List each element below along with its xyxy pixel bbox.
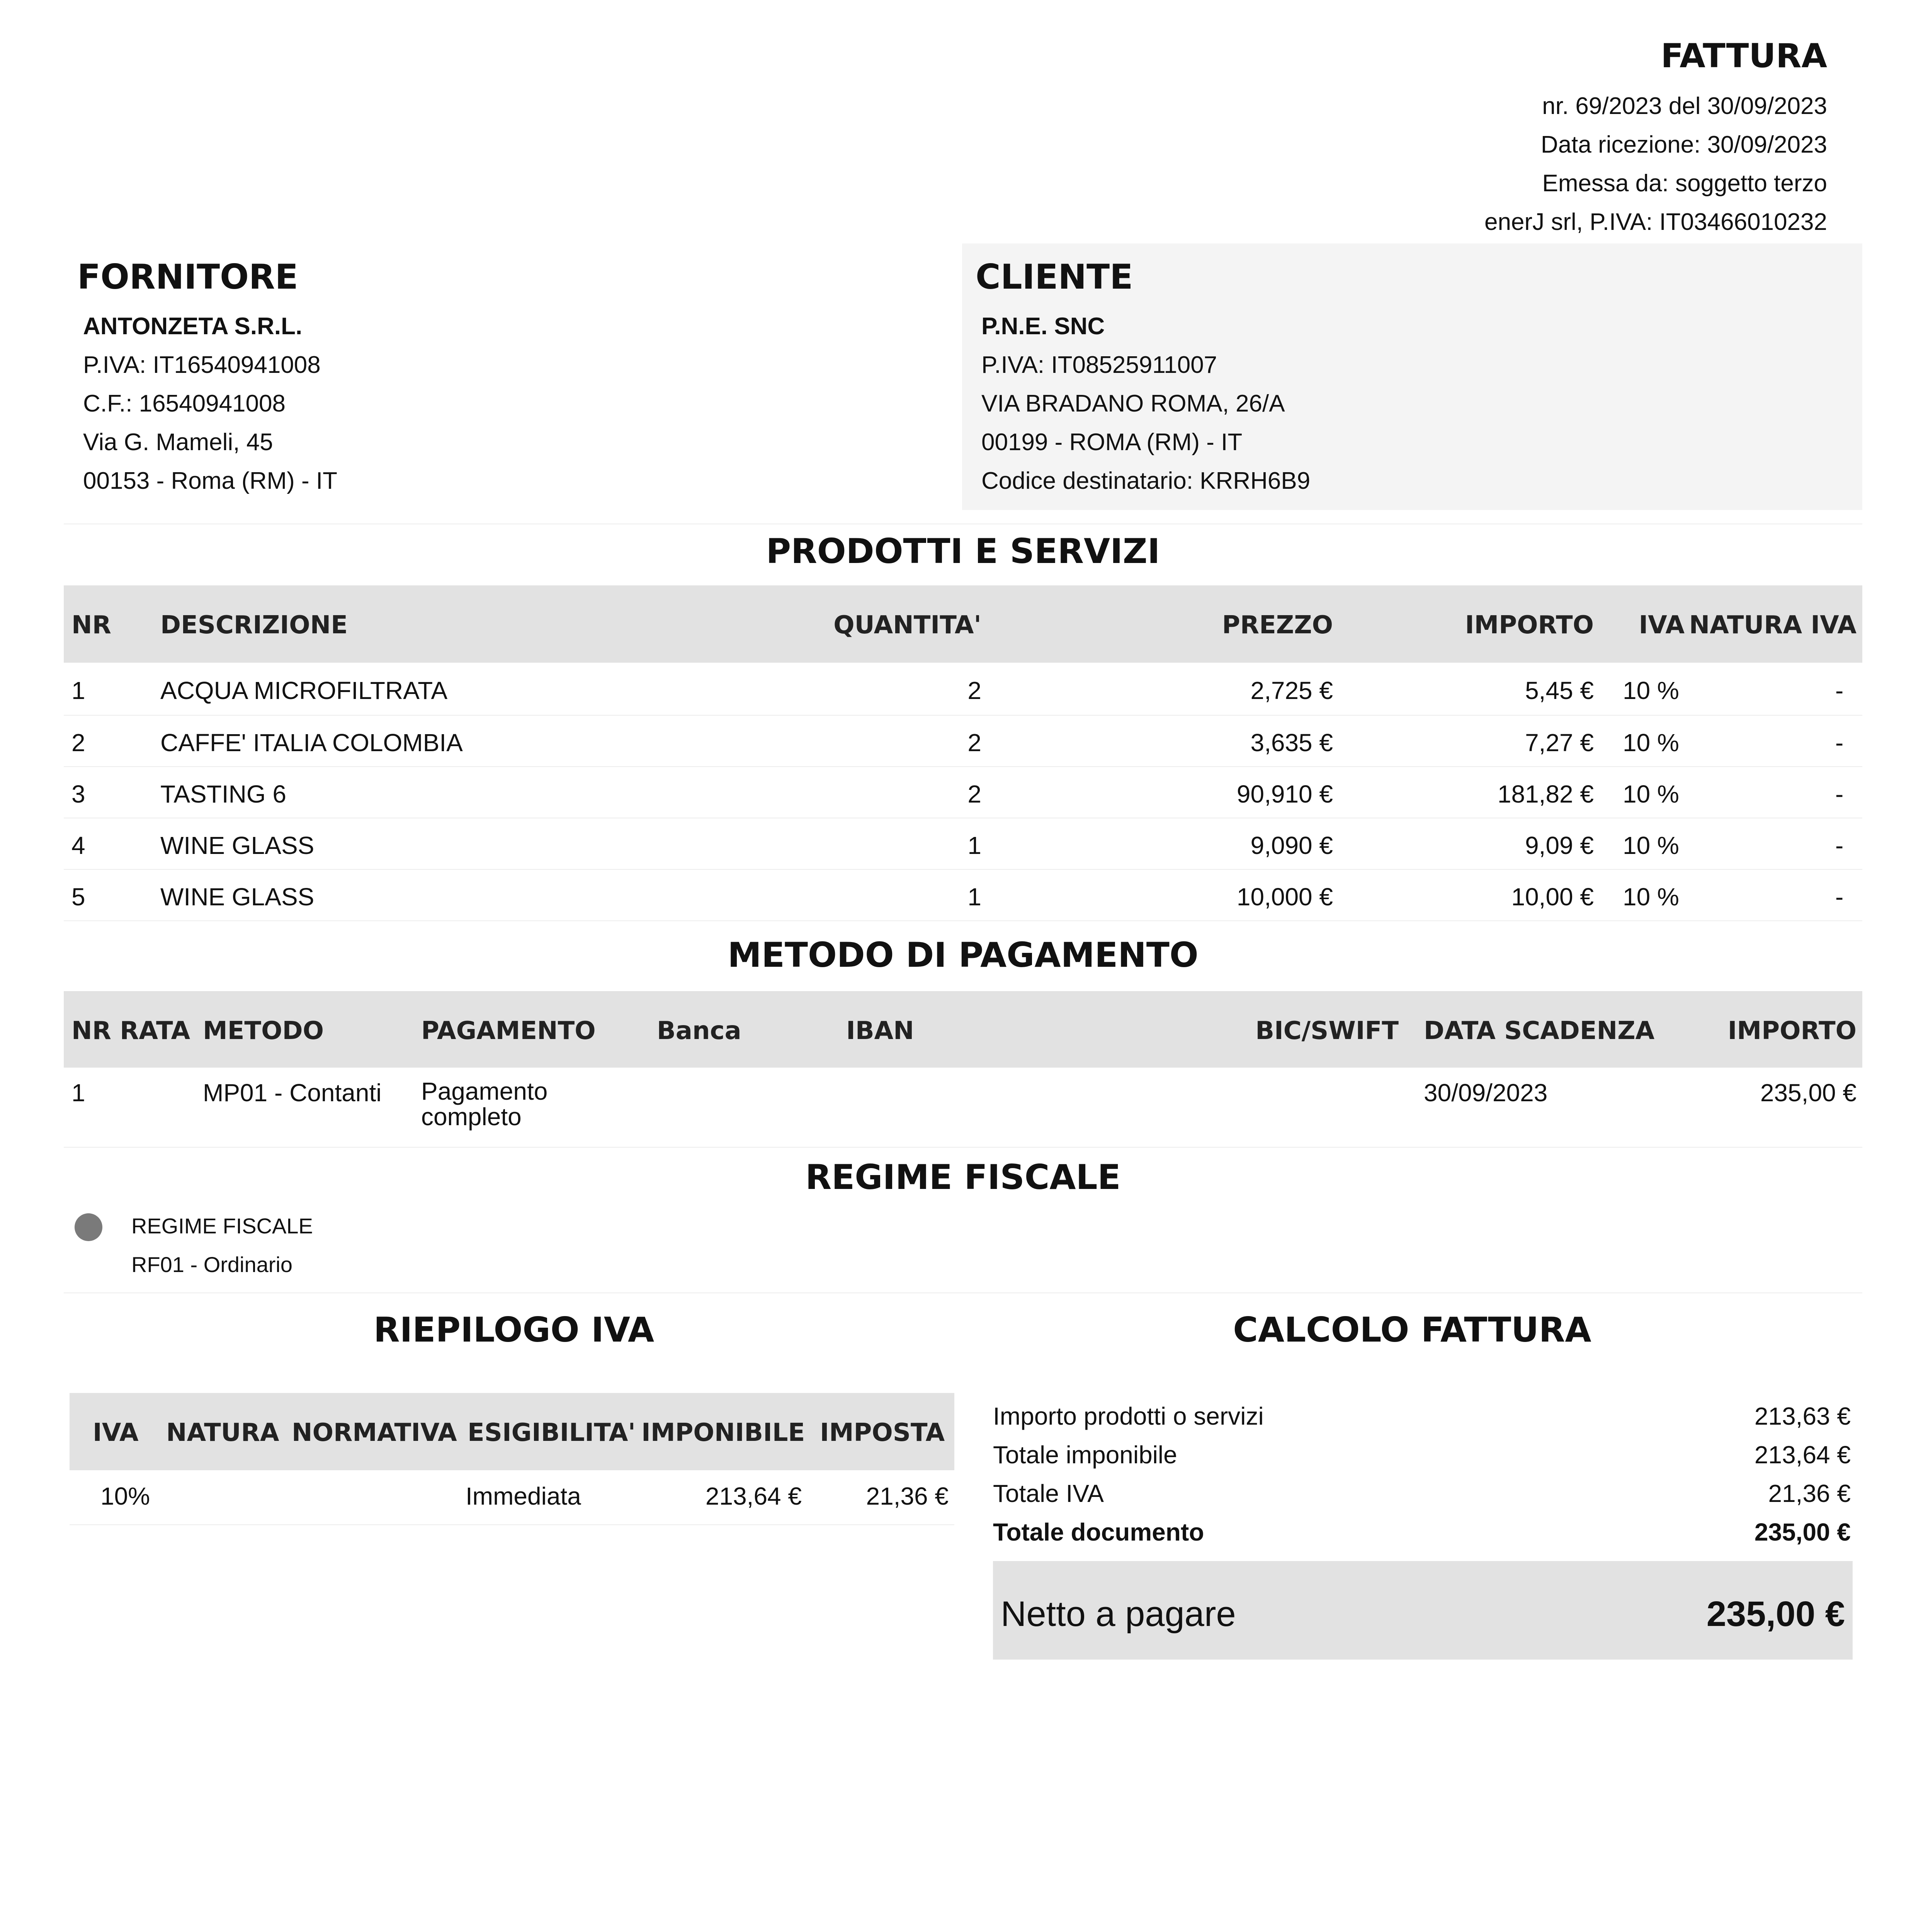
products-title: PRODOTTI E SERVIZI	[766, 531, 1160, 571]
total-label: Totale documento	[993, 1518, 1204, 1546]
client-recipient-code: Codice destinatario: KRRH6B9	[981, 468, 1311, 494]
payment-header	[64, 991, 1862, 1068]
cell-vat: 10 %	[1623, 729, 1679, 757]
col-imponibile: IMPONIBILE	[641, 1418, 805, 1447]
col-qty: QUANTITA'	[833, 611, 981, 639]
cell-payment-line1: Pagamento	[421, 1077, 548, 1105]
payment-title: METODO DI PAGAMENTO	[728, 935, 1199, 975]
cell-nature: -	[1835, 780, 1844, 808]
col-natura: NATURA	[166, 1418, 279, 1447]
col-due: DATA SCADENZA	[1424, 1017, 1655, 1045]
received-date: Data ricezione: 30/09/2023	[1540, 131, 1827, 158]
cell-amount: 10,00 €	[1511, 883, 1594, 911]
cell-pay-amount: 235,00 €	[1760, 1079, 1856, 1107]
regime-value: RF01 - Ordinario	[131, 1252, 293, 1277]
col-method: METODO	[203, 1017, 324, 1045]
supplier-vat: P.IVA: IT16540941008	[83, 352, 321, 378]
cell-desc: WINE GLASS	[160, 832, 315, 859]
cell-esigibilita: Immediata	[466, 1482, 581, 1510]
client-city: 00199 - ROMA (RM) - IT	[981, 429, 1243, 456]
cell-vat: 10 %	[1623, 883, 1679, 911]
calc-line	[993, 1474, 1851, 1513]
col-imposta: IMPOSTA	[820, 1418, 945, 1447]
cell-amount: 5,45 €	[1525, 677, 1594, 704]
cell-nature: -	[1835, 677, 1844, 704]
calc-line	[993, 1435, 1851, 1474]
cell-price: 9,090 €	[1250, 832, 1333, 859]
products-header	[64, 585, 1862, 663]
third-party: enerJ srl, P.IVA: IT03466010232	[1484, 209, 1827, 235]
cell-desc: WINE GLASS	[160, 883, 315, 911]
cell-desc: ACQUA MICROFILTRATA	[160, 677, 448, 704]
cell-price: 10,000 €	[1236, 883, 1333, 911]
cell-qty: 1	[967, 832, 981, 859]
vat-summary-title: RIEPILOGO IVA	[373, 1310, 655, 1350]
cell-qty: 2	[967, 729, 981, 757]
cell-qty: 1	[967, 883, 981, 911]
col-bank: Banca	[657, 1017, 741, 1045]
col-payment: PAGAMENTO	[421, 1017, 596, 1045]
cell-qty: 2	[967, 780, 981, 808]
calc-line	[993, 1397, 1851, 1435]
col-iva: IVA	[93, 1418, 139, 1447]
calc-label: Totale IVA	[993, 1480, 1104, 1507]
cell-nature: -	[1835, 729, 1844, 757]
cell-desc: TASTING 6	[160, 780, 286, 808]
regime-label: REGIME FISCALE	[131, 1214, 313, 1238]
col-nature: NATURA IVA	[1689, 611, 1856, 639]
cell-nr: 5	[71, 883, 85, 911]
client-name: P.N.E. SNC	[981, 313, 1105, 340]
cell-desc: CAFFE' ITALIA COLOMBIA	[160, 729, 463, 757]
table-row	[70, 1470, 954, 1525]
col-iban: IBAN	[846, 1017, 914, 1045]
cell-vat: 10 %	[1623, 832, 1679, 859]
issued-by: Emessa da: soggetto terzo	[1542, 170, 1827, 197]
cell-imponibile: 213,64 €	[705, 1482, 802, 1510]
calc-value: 213,64 €	[1754, 1441, 1851, 1469]
calc-value: 21,36 €	[1768, 1480, 1851, 1507]
invoice-title: FATTURA	[1661, 37, 1827, 75]
calc-value: 213,63 €	[1754, 1402, 1851, 1430]
calc-total-line	[993, 1513, 1851, 1551]
cell-payment-line2: completo	[421, 1103, 522, 1131]
cell-amount: 9,09 €	[1525, 832, 1594, 859]
cell-nr: 4	[71, 832, 85, 859]
col-desc: DESCRIZIONE	[160, 611, 348, 639]
cell-nature: -	[1835, 832, 1844, 859]
col-pay-amount: IMPORTO	[1727, 1017, 1856, 1045]
calc-label: Totale imponibile	[993, 1441, 1177, 1469]
cell-nature: -	[1835, 883, 1844, 911]
cell-amount: 181,82 €	[1497, 780, 1594, 808]
col-amount: IMPORTO	[1465, 611, 1594, 639]
col-rate: NR RATA	[71, 1017, 190, 1045]
table-row	[64, 869, 1862, 921]
regime-title: REGIME FISCALE	[805, 1157, 1121, 1197]
calc-title: CALCOLO FATTURA	[1233, 1310, 1591, 1350]
cell-due: 30/09/2023	[1424, 1079, 1548, 1107]
invoice-number: nr. 69/2023 del 30/09/2023	[1542, 93, 1827, 119]
calc-lines	[993, 1397, 1851, 1551]
calc-label: Importo prodotti o servizi	[993, 1402, 1264, 1430]
net-label: Netto a pagare	[1001, 1594, 1236, 1634]
col-esigibilita: ESIGIBILITA'	[468, 1418, 636, 1447]
cell-qty: 2	[967, 677, 981, 704]
cell-amount: 7,27 €	[1525, 729, 1594, 757]
cell-price: 3,635 €	[1250, 729, 1333, 757]
net-value: 235,00 €	[1706, 1594, 1845, 1634]
cell-vat: 10 %	[1623, 677, 1679, 704]
table-row	[64, 818, 1862, 870]
col-vat: IVA	[1639, 611, 1685, 639]
cell-payment	[421, 1078, 547, 1129]
supplier-address: Via G. Mameli, 45	[83, 429, 273, 456]
supplier-city: 00153 - Roma (RM) - IT	[83, 468, 338, 494]
vat-summary-header	[70, 1393, 954, 1470]
client-title: CLIENTE	[976, 257, 1133, 297]
col-normativa: NORMATIVA	[292, 1418, 457, 1447]
client-vat: P.IVA: IT08525911007	[981, 352, 1217, 378]
supplier-name: ANTONZETA S.R.L.	[83, 313, 303, 340]
bullet-icon	[75, 1213, 102, 1241]
table-row	[64, 715, 1862, 767]
table-row	[64, 1068, 1862, 1148]
col-nr: NR	[71, 611, 111, 639]
total-value: 235,00 €	[1754, 1518, 1851, 1546]
cell-rate: 1	[71, 1079, 85, 1107]
client-address: VIA BRADANO ROMA, 26/A	[981, 390, 1285, 417]
cell-imposta: 21,36 €	[866, 1482, 949, 1510]
cell-vat: 10 %	[1623, 780, 1679, 808]
col-price: PREZZO	[1222, 611, 1333, 639]
net-to-pay-box	[993, 1561, 1853, 1660]
supplier-title: FORNITORE	[77, 257, 298, 297]
cell-nr: 1	[71, 677, 85, 704]
cell-nr: 3	[71, 780, 85, 808]
cell-iva: 10%	[100, 1482, 150, 1510]
client-box	[962, 243, 1862, 510]
cell-price: 90,910 €	[1236, 780, 1333, 808]
supplier-cf: C.F.: 16540941008	[83, 390, 286, 417]
cell-nr: 2	[71, 729, 85, 757]
supplier-box	[64, 243, 943, 510]
cell-method: MP01 - Contanti	[203, 1079, 382, 1107]
col-bic: BIC/SWIFT	[1255, 1017, 1399, 1045]
cell-price: 2,725 €	[1250, 677, 1333, 704]
table-row	[64, 663, 1862, 716]
table-row	[64, 766, 1862, 818]
